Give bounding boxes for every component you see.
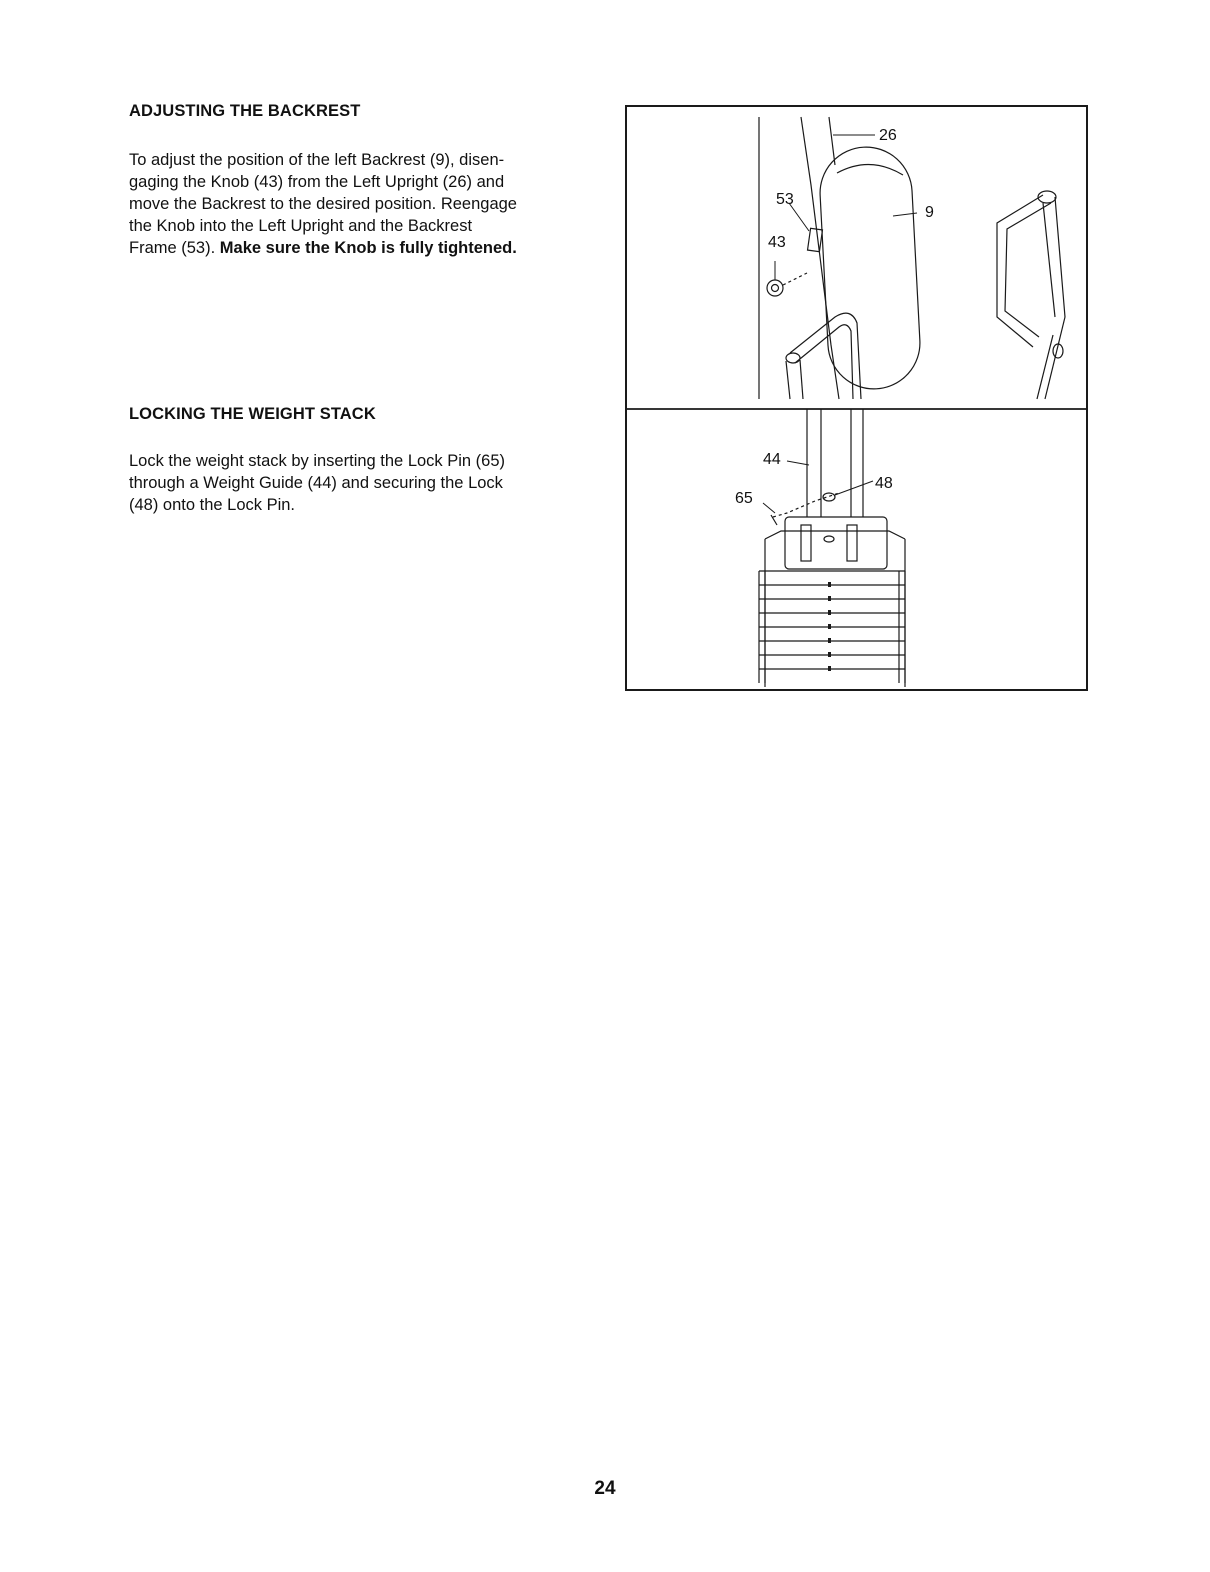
figure-border (626, 106, 1087, 690)
right-backrest-frame (997, 191, 1065, 399)
callout-53: 53 (776, 191, 794, 208)
top-plate (765, 517, 905, 687)
backrest-line-5-plain: Frame (53). (129, 239, 220, 257)
knob (767, 273, 807, 296)
backrest-warning: Make sure the Knob is fully tightened. (219, 239, 517, 257)
assembly-figure (625, 105, 1088, 691)
weight-stack-line-1: Lock the weight stack by inserting the Lock Pin (65) (129, 452, 506, 470)
upright-tube (759, 117, 839, 399)
callout-44: 44 (763, 451, 781, 468)
weight-stack-line-2: through a Weight Guide (44) and securing the Lock (129, 474, 503, 492)
weight-stack-instructions (129, 450, 599, 516)
page-number: 24 (594, 1478, 616, 1499)
weight-guides (807, 409, 863, 517)
weight-plates (759, 571, 905, 683)
callout-26: 26 (879, 127, 897, 144)
weight-stack-line-3: (48) onto the Lock Pin. (129, 496, 296, 514)
callout-9: 9 (925, 204, 934, 221)
backrest-heading: ADJUSTING THE BACKREST (129, 102, 361, 120)
lock-pin-and-lock (771, 493, 839, 525)
plate-holes (828, 582, 831, 671)
backrest-line-2: gaging the Knob (43) from the Left Upright (26) and (129, 173, 505, 191)
backrest-line-3: move the Backrest to the desired position. Reengage (129, 195, 517, 213)
callout-48: 48 (875, 475, 893, 492)
backrest-line-4: the Knob into the Left Upright and the Backrest (129, 217, 473, 235)
callout-65: 65 (735, 490, 753, 507)
weight-stack-heading: LOCKING THE WEIGHT STACK (129, 405, 376, 423)
backrest-instructions (129, 149, 599, 259)
callout-43: 43 (768, 234, 786, 251)
backrest-pad (818, 145, 923, 391)
backrest-line-5 (129, 237, 599, 259)
backrest-line-1: To adjust the position of the left Backrest (9), disen- (129, 151, 505, 169)
